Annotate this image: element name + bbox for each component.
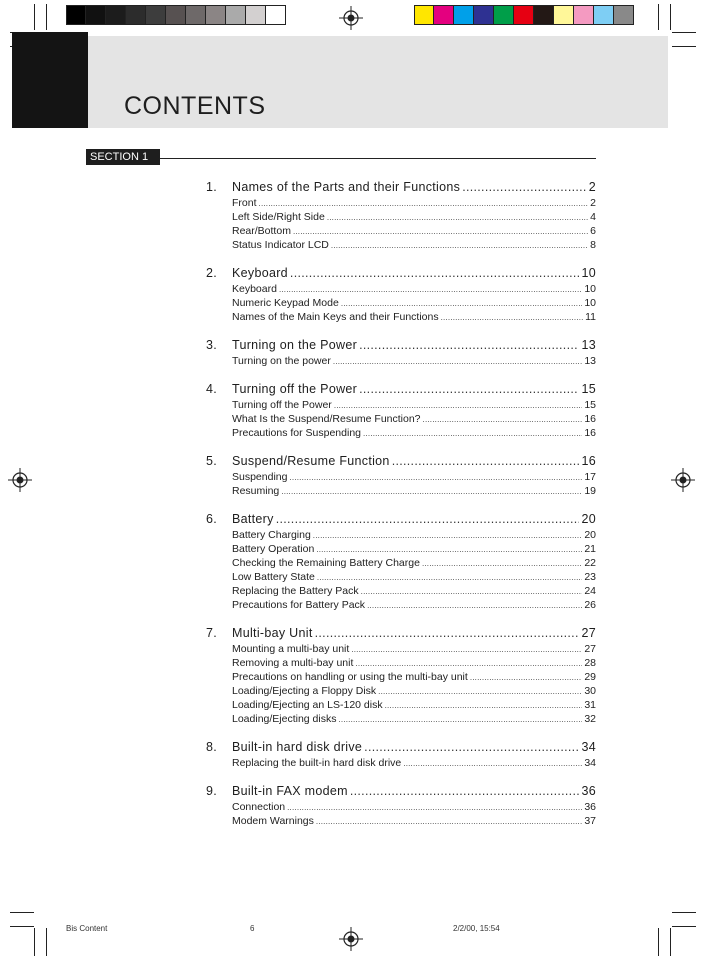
chapter-page-number: 15 [581, 382, 596, 396]
toc-entry[interactable] [232, 283, 596, 297]
chapter-title: Keyboard [232, 266, 288, 280]
chapter-number: 5. [206, 454, 218, 468]
entry-page-number: 10 [584, 283, 596, 295]
entry-title: Modem Warnings [232, 815, 314, 827]
footer-timestamp: 2/2/00, 15:54 [453, 924, 500, 933]
color-swatch [594, 5, 614, 25]
entry-title: Removing a multi-bay unit [232, 657, 354, 669]
registration-mark-icon [339, 927, 363, 951]
process-color-bar [414, 5, 634, 25]
chapter-page-number: 34 [581, 740, 596, 754]
toc-entry[interactable] [232, 427, 596, 441]
dot-leader [423, 415, 583, 424]
entry-title: Front [232, 197, 257, 209]
section-divider [160, 158, 596, 159]
dot-leader [361, 587, 583, 596]
toc-chapter [206, 266, 596, 325]
color-swatch [186, 5, 206, 25]
entry-page-number: 15 [584, 399, 596, 411]
registration-mark-icon [8, 468, 32, 492]
chapter-page-number: 2 [588, 180, 596, 194]
table-of-contents [206, 180, 596, 842]
toc-entry[interactable] [232, 557, 596, 571]
chapter-title: Built-in FAX modem [232, 784, 348, 798]
dot-leader [290, 266, 580, 280]
toc-chapter [206, 626, 596, 727]
entry-page-number: 20 [584, 529, 596, 541]
entry-title: Loading/Ejecting disks [232, 713, 337, 725]
entry-title: Battery Operation [232, 543, 315, 555]
chapter-title: Battery [232, 512, 274, 526]
entry-title: Battery Charging [232, 529, 311, 541]
toc-entry[interactable] [232, 571, 596, 585]
toc-entry[interactable] [232, 471, 596, 485]
toc-chapter-heading[interactable] [206, 382, 596, 399]
toc-entry[interactable] [232, 657, 596, 671]
crop-mark [34, 928, 35, 956]
chapter-title: Built-in hard disk drive [232, 740, 363, 754]
color-swatch [106, 5, 126, 25]
crop-mark [672, 46, 696, 47]
color-swatch [66, 5, 86, 25]
toc-chapter-heading[interactable] [206, 740, 596, 757]
toc-chapter [206, 740, 596, 771]
header-band [12, 36, 668, 128]
dot-leader [359, 382, 579, 396]
chapter-page-number: 10 [581, 266, 596, 280]
entry-title: Names of the Main Keys and their Functions [232, 311, 439, 323]
chapter-page-number: 16 [581, 454, 596, 468]
crop-mark [34, 4, 35, 30]
color-swatch [534, 5, 554, 25]
entry-page-number: 24 [584, 585, 596, 597]
chapter-title: Turning on the Power [232, 338, 358, 352]
dot-leader [378, 687, 582, 696]
dot-leader [276, 512, 580, 526]
dot-leader [363, 429, 582, 438]
entry-page-number: 4 [590, 211, 596, 223]
entry-title: Checking the Remaining Battery Charge [232, 557, 420, 569]
chapter-number: 4. [206, 382, 218, 396]
chapter-number: 8. [206, 740, 218, 754]
chapter-title: Suspend/Resume Function [232, 454, 390, 468]
dot-leader [316, 817, 582, 826]
toc-entry[interactable] [232, 529, 596, 543]
chapter-title: Names of the Parts and their Functions [232, 180, 461, 194]
entry-title: Turning off the Power [232, 399, 332, 411]
toc-chapter-heading[interactable] [206, 512, 596, 529]
dot-leader [392, 454, 580, 468]
color-swatch [614, 5, 634, 25]
toc-entry[interactable] [232, 543, 596, 557]
toc-chapter-heading[interactable] [206, 266, 596, 283]
dot-leader [293, 227, 588, 236]
toc-chapter [206, 382, 596, 441]
dot-leader [316, 545, 582, 554]
grayscale-color-bar [66, 5, 286, 25]
toc-entry[interactable] [232, 485, 596, 499]
toc-entry[interactable] [232, 685, 596, 699]
dot-leader [315, 626, 580, 640]
entry-title: Replacing the built-in hard disk drive [232, 757, 402, 769]
entry-title: Status Indicator LCD [232, 239, 329, 251]
chapter-number: 3. [206, 338, 218, 352]
entry-page-number: 11 [585, 311, 596, 323]
chapter-number: 6. [206, 512, 218, 526]
toc-entry[interactable] [232, 413, 596, 427]
chapter-page-number: 20 [581, 512, 596, 526]
entry-title: Loading/Ejecting a Floppy Disk [232, 685, 377, 697]
chapter-number: 7. [206, 626, 218, 640]
entry-page-number: 32 [584, 713, 596, 725]
color-swatch [166, 5, 186, 25]
entry-page-number: 10 [584, 297, 596, 309]
toc-chapter-heading[interactable] [206, 454, 596, 471]
entry-title: Keyboard [232, 283, 277, 295]
crop-mark [672, 912, 696, 913]
dot-leader [289, 473, 582, 482]
toc-chapter-heading[interactable] [206, 784, 596, 801]
toc-entry[interactable] [232, 311, 596, 325]
entry-page-number: 8 [590, 239, 596, 251]
color-swatch [146, 5, 166, 25]
entry-page-number: 19 [584, 485, 596, 497]
entry-page-number: 31 [584, 699, 596, 711]
dot-leader [470, 673, 583, 682]
entry-page-number: 17 [584, 471, 596, 483]
crop-mark [670, 4, 671, 30]
toc-entry[interactable] [232, 599, 596, 613]
toc-chapter-heading[interactable] [206, 626, 596, 643]
toc-chapter [206, 338, 596, 369]
crop-mark [46, 928, 47, 956]
chapter-page-number: 36 [581, 784, 596, 798]
dot-leader [287, 803, 582, 812]
crop-mark [10, 912, 34, 913]
toc-entry[interactable] [232, 643, 596, 657]
dot-leader [313, 531, 583, 540]
crop-mark [46, 4, 47, 30]
dot-leader [441, 313, 583, 322]
chapter-page-number: 13 [581, 338, 596, 352]
chapter-number: 2. [206, 266, 218, 280]
entry-page-number: 28 [584, 657, 596, 669]
entry-page-number: 21 [584, 543, 596, 555]
dot-leader [331, 241, 588, 250]
crop-mark [10, 926, 34, 927]
dot-leader [364, 740, 579, 754]
toc-entry[interactable] [232, 399, 596, 413]
entry-page-number: 36 [584, 801, 596, 813]
chapter-number: 9. [206, 784, 218, 798]
entry-title: Connection [232, 801, 286, 813]
registration-mark-icon [339, 6, 363, 30]
entry-title: Rear/Bottom [232, 225, 291, 237]
dot-leader [281, 487, 582, 496]
color-swatch [206, 5, 226, 25]
entry-page-number: 34 [584, 757, 596, 769]
chapter-number: 1. [206, 180, 218, 194]
color-swatch [266, 5, 286, 25]
crop-mark [670, 928, 671, 956]
entry-page-number: 26 [584, 599, 596, 611]
dot-leader [317, 573, 582, 582]
toc-entry[interactable] [232, 671, 596, 685]
toc-entry[interactable] [232, 225, 596, 239]
entry-page-number: 30 [584, 685, 596, 697]
entry-title: Loading/Ejecting an LS-120 disk [232, 699, 383, 711]
entry-page-number: 23 [584, 571, 596, 583]
dot-leader [333, 357, 582, 366]
dot-leader [338, 715, 582, 724]
dot-leader [403, 759, 582, 768]
toc-chapter-heading[interactable] [206, 180, 596, 197]
chapter-page-number: 27 [581, 626, 596, 640]
footer-page-number: 6 [250, 924, 255, 933]
page-title: CONTENTS [124, 92, 266, 120]
color-swatch [494, 5, 514, 25]
toc-chapter [206, 180, 596, 253]
entry-page-number: 16 [584, 413, 596, 425]
toc-entry[interactable] [232, 801, 596, 815]
toc-entry[interactable] [232, 239, 596, 253]
registration-mark-icon [671, 468, 695, 492]
toc-entry[interactable] [232, 757, 596, 771]
entry-title: Precautions on handling or using the multi-bay unit [232, 671, 468, 683]
dot-leader [351, 645, 582, 654]
dot-leader [367, 601, 582, 610]
toc-entry[interactable] [232, 355, 596, 369]
dot-leader [359, 338, 579, 352]
chapter-title: Multi-bay Unit [232, 626, 313, 640]
entry-title: Mounting a multi-bay unit [232, 643, 350, 655]
color-swatch [574, 5, 594, 25]
entry-title: Turning on the power [232, 355, 331, 367]
toc-entry[interactable] [232, 815, 596, 829]
dot-leader [385, 701, 583, 710]
crop-mark [672, 32, 696, 33]
entry-title: Replacing the Battery Pack [232, 585, 359, 597]
dot-leader [355, 659, 582, 668]
dot-leader [422, 559, 582, 568]
dot-leader [462, 180, 587, 194]
toc-entry[interactable] [232, 585, 596, 599]
color-swatch [454, 5, 474, 25]
toc-entry[interactable] [232, 699, 596, 713]
entry-title: Resuming [232, 485, 280, 497]
crop-mark [658, 928, 659, 956]
footer-filename: Bis Content [66, 924, 108, 933]
header-tab [12, 32, 88, 128]
dot-leader [279, 285, 582, 294]
entry-page-number: 13 [584, 355, 596, 367]
crop-mark [658, 4, 659, 30]
dot-leader [259, 199, 589, 208]
entry-page-number: 2 [590, 197, 596, 209]
entry-title: Precautions for Suspending [232, 427, 361, 439]
entry-title: Precautions for Battery Pack [232, 599, 366, 611]
entry-title: Low Battery State [232, 571, 315, 583]
color-swatch [514, 5, 534, 25]
toc-chapter-heading[interactable] [206, 338, 596, 355]
entry-page-number: 22 [584, 557, 596, 569]
color-swatch [474, 5, 494, 25]
entry-page-number: 37 [584, 815, 596, 827]
entry-page-number: 6 [590, 225, 596, 237]
toc-chapter [206, 454, 596, 499]
color-swatch [246, 5, 266, 25]
entry-page-number: 29 [584, 671, 596, 683]
color-swatch [434, 5, 454, 25]
color-swatch [126, 5, 146, 25]
color-swatch [414, 5, 434, 25]
entry-title: Suspending [232, 471, 288, 483]
entry-title: What Is the Suspend/Resume Function? [232, 413, 421, 425]
entry-page-number: 27 [584, 643, 596, 655]
color-swatch [554, 5, 574, 25]
dot-leader [327, 213, 588, 222]
chapter-title: Turning off the Power [232, 382, 358, 396]
dot-leader [334, 401, 583, 410]
toc-entry[interactable] [232, 713, 596, 727]
toc-entry[interactable] [232, 297, 596, 311]
toc-entry[interactable] [232, 211, 596, 225]
section-label: SECTION 1 [86, 149, 160, 165]
entry-title: Numeric Keypad Mode [232, 297, 339, 309]
color-swatch [226, 5, 246, 25]
toc-entry[interactable] [232, 197, 596, 211]
toc-chapter [206, 784, 596, 829]
toc-chapter [206, 512, 596, 613]
dot-leader [341, 299, 583, 308]
entry-page-number: 16 [584, 427, 596, 439]
entry-title: Left Side/Right Side [232, 211, 325, 223]
dot-leader [350, 784, 580, 798]
crop-mark [672, 926, 696, 927]
color-swatch [86, 5, 106, 25]
